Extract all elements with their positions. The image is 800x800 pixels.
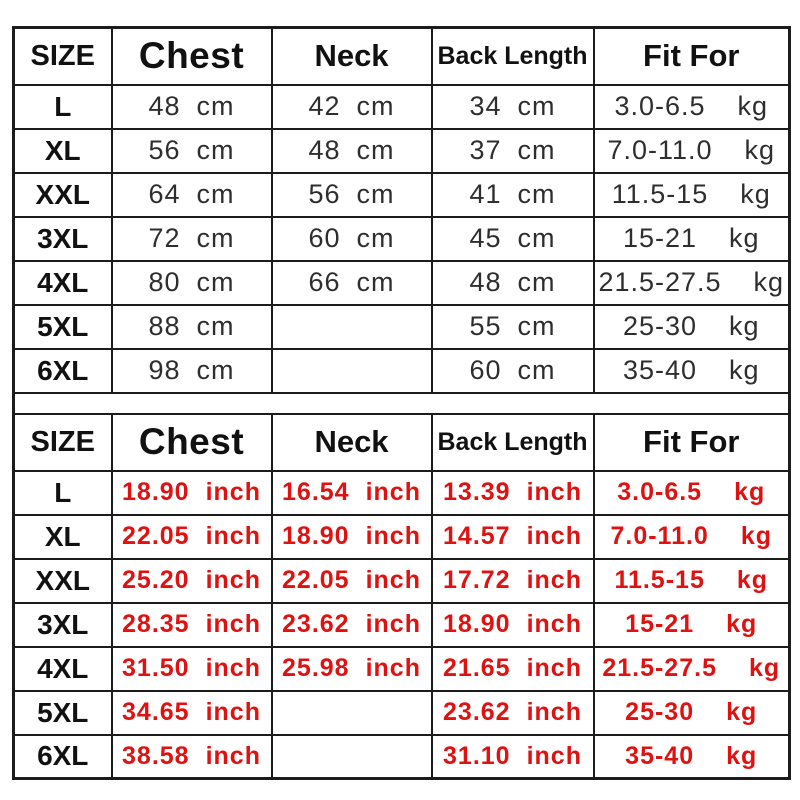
fit-for-column-header: Fit For <box>594 414 790 471</box>
table-row <box>14 129 790 173</box>
neck-cell <box>272 305 432 349</box>
neck-cell <box>272 647 432 691</box>
chest-unit: inch <box>205 566 261 594</box>
neck-value: 18.90 <box>282 522 350 550</box>
chest-cell <box>112 85 272 129</box>
neck-unit: cm <box>356 91 395 121</box>
back-length-column-header: Back Length <box>432 28 594 85</box>
fit-for-cell <box>594 129 790 173</box>
chest-unit: cm <box>196 135 235 165</box>
table-row <box>14 173 790 217</box>
inch-header-row <box>14 414 790 471</box>
fit-for-unit: kg <box>726 741 758 770</box>
neck-value: 56 <box>308 179 341 209</box>
neck-unit: inch <box>365 478 421 506</box>
chest-cell <box>112 305 272 349</box>
chest-value: 31.50 <box>122 654 190 682</box>
fit-for-cell <box>594 515 790 559</box>
size-chart <box>12 26 791 780</box>
back-length-unit: cm <box>517 91 556 121</box>
neck-value: 66 <box>308 267 341 297</box>
neck-value: 23.62 <box>282 610 350 638</box>
chest-value: 25.20 <box>122 566 190 594</box>
fit-for-cell <box>594 471 790 515</box>
back-length-cell <box>432 691 594 735</box>
neck-cell <box>272 515 432 559</box>
back-length-cell <box>432 349 594 393</box>
size-cell: 4XL <box>14 261 112 305</box>
fit-for-cell <box>594 261 790 305</box>
fit-for-value: 11.5-15 <box>611 179 709 209</box>
table-spacer-section <box>14 393 790 414</box>
back-length-value: 45 <box>469 223 502 253</box>
size-cell: 6XL <box>14 735 112 779</box>
neck-cell <box>272 349 432 393</box>
size-cell: L <box>14 85 112 129</box>
chest-value: 34.65 <box>122 698 190 726</box>
back-length-cell <box>432 647 594 691</box>
neck-unit: cm <box>356 135 395 165</box>
neck-cell <box>272 217 432 261</box>
chest-value: 38.58 <box>122 741 190 770</box>
size-cell: XL <box>14 515 112 559</box>
chest-unit: cm <box>196 223 235 253</box>
chest-value: 64 <box>148 179 181 209</box>
chest-cell <box>112 647 272 691</box>
size-cell: 3XL <box>14 603 112 647</box>
chest-unit: cm <box>196 179 235 209</box>
back-length-unit: inch <box>526 566 582 594</box>
fit-for-cell <box>594 603 790 647</box>
chest-unit: inch <box>205 654 261 682</box>
chest-cell <box>112 735 272 779</box>
spacer-cell <box>14 393 790 414</box>
chest-unit: inch <box>205 522 261 550</box>
neck-cell <box>272 471 432 515</box>
neck-unit: inch <box>365 566 421 594</box>
back-length-unit: inch <box>526 610 582 638</box>
fit-for-value: 35-40 <box>625 741 695 770</box>
back-length-cell <box>432 129 594 173</box>
back-length-cell <box>432 735 594 779</box>
size-cell: 4XL <box>14 647 112 691</box>
table-row <box>14 305 790 349</box>
back-length-value: 48 <box>469 267 502 297</box>
fit-for-value: 7.0-11.0 <box>607 135 713 165</box>
back-length-cell <box>432 305 594 349</box>
neck-value: 16.54 <box>282 478 350 506</box>
fit-for-unit: kg <box>729 355 760 385</box>
fit-for-unit: kg <box>748 654 781 682</box>
fit-for-value: 7.0-11.0 <box>610 522 709 550</box>
back-length-unit: cm <box>517 355 556 385</box>
size-cell: 6XL <box>14 349 112 393</box>
neck-value: 60 <box>308 223 341 253</box>
fit-for-cell <box>594 691 790 735</box>
fit-for-cell <box>594 349 790 393</box>
table-row <box>14 559 790 603</box>
fit-for-value: 3.0-6.5 <box>617 478 703 506</box>
neck-cell <box>272 603 432 647</box>
chest-value: 80 <box>148 267 181 297</box>
back-length-column-header: Back Length <box>432 414 594 471</box>
back-length-value: 21.65 <box>443 654 511 682</box>
neck-value: 42 <box>308 91 341 121</box>
neck-column-header: Neck <box>272 28 432 85</box>
chest-cell <box>112 349 272 393</box>
chest-value: 98 <box>148 355 181 385</box>
fit-for-cell <box>594 647 790 691</box>
chest-value: 48 <box>148 91 181 121</box>
back-length-unit: cm <box>517 267 556 297</box>
back-length-unit: inch <box>526 698 582 726</box>
neck-cell <box>272 173 432 217</box>
table-row <box>14 471 790 515</box>
back-length-cell <box>432 217 594 261</box>
chest-cell <box>112 471 272 515</box>
neck-value: 25.98 <box>282 654 350 682</box>
chest-cell <box>112 691 272 735</box>
fit-for-value: 11.5-15 <box>614 566 705 594</box>
fit-for-unit: kg <box>737 91 769 121</box>
fit-for-unit: kg <box>736 566 769 594</box>
size-chart-inch-section <box>14 414 790 779</box>
back-length-value: 60 <box>469 355 502 385</box>
back-length-value: 34 <box>469 91 502 121</box>
table-row <box>14 647 790 691</box>
chest-unit: inch <box>205 610 261 638</box>
fit-for-unit: kg <box>734 478 766 506</box>
back-length-value: 23.62 <box>443 698 511 726</box>
neck-unit: cm <box>356 267 395 297</box>
chest-cell <box>112 261 272 305</box>
neck-cell <box>272 691 432 735</box>
chest-unit: cm <box>196 267 235 297</box>
fit-for-unit: kg <box>729 223 760 253</box>
back-length-unit: cm <box>517 179 556 209</box>
chest-column-header: Chest <box>112 28 272 85</box>
table-row <box>14 691 790 735</box>
fit-for-cell <box>594 559 790 603</box>
chest-unit: inch <box>205 478 261 506</box>
back-length-unit: inch <box>526 741 582 770</box>
neck-unit: cm <box>356 179 395 209</box>
neck-cell <box>272 85 432 129</box>
chest-column-header: Chest <box>112 414 272 471</box>
back-length-cell <box>432 515 594 559</box>
size-chart-cm-section <box>14 28 790 393</box>
chest-value: 56 <box>148 135 181 165</box>
chest-value: 28.35 <box>122 610 190 638</box>
chest-cell <box>112 559 272 603</box>
fit-for-value: 25-30 <box>625 698 695 726</box>
fit-for-cell <box>594 735 790 779</box>
neck-value: 48 <box>308 135 341 165</box>
fit-for-unit: kg <box>740 522 773 550</box>
neck-cell <box>272 559 432 603</box>
fit-for-unit: kg <box>740 179 771 209</box>
chest-cell <box>112 515 272 559</box>
size-cell: XXL <box>14 559 112 603</box>
fit-for-cell <box>594 217 790 261</box>
table-row <box>14 603 790 647</box>
back-length-unit: inch <box>526 478 582 506</box>
size-chart-table <box>12 26 791 780</box>
back-length-cell <box>432 603 594 647</box>
size-cell: XL <box>14 129 112 173</box>
back-length-unit: cm <box>517 311 556 341</box>
fit-for-unit: kg <box>753 267 785 297</box>
fit-for-value: 21.5-27.5 <box>602 654 717 682</box>
back-length-cell <box>432 261 594 305</box>
chest-cell <box>112 129 272 173</box>
back-length-cell <box>432 471 594 515</box>
table-spacer-row <box>14 393 790 414</box>
size-cell: XXL <box>14 173 112 217</box>
back-length-unit: cm <box>517 223 556 253</box>
back-length-value: 31.10 <box>443 741 511 770</box>
table-row <box>14 735 790 779</box>
chest-value: 88 <box>148 311 181 341</box>
table-row <box>14 349 790 393</box>
fit-for-cell <box>594 173 790 217</box>
neck-cell <box>272 129 432 173</box>
neck-unit: cm <box>356 223 395 253</box>
chest-unit: cm <box>196 311 235 341</box>
table-row <box>14 217 790 261</box>
chest-value: 22.05 <box>122 522 190 550</box>
neck-unit: inch <box>365 522 421 550</box>
chest-unit: inch <box>205 698 261 726</box>
fit-for-value: 15-21 <box>622 223 698 253</box>
fit-for-value: 15-21 <box>625 610 695 638</box>
chest-value: 72 <box>148 223 181 253</box>
back-length-value: 14.57 <box>443 522 511 550</box>
chest-cell <box>112 217 272 261</box>
fit-for-unit: kg <box>729 311 760 341</box>
back-length-unit: inch <box>526 522 582 550</box>
fit-for-column-header: Fit For <box>594 28 790 85</box>
back-length-value: 37 <box>469 135 502 165</box>
fit-for-unit: kg <box>744 135 776 165</box>
back-length-value: 55 <box>469 311 502 341</box>
back-length-value: 18.90 <box>443 610 511 638</box>
fit-for-unit: kg <box>726 698 758 726</box>
back-length-cell <box>432 85 594 129</box>
size-column-header: SIZE <box>14 28 112 85</box>
chest-cell <box>112 603 272 647</box>
table-row <box>14 85 790 129</box>
fit-for-value: 21.5-27.5 <box>598 267 722 297</box>
fit-for-value: 35-40 <box>622 355 698 385</box>
chest-unit: cm <box>196 91 235 121</box>
neck-cell <box>272 261 432 305</box>
chest-cell <box>112 173 272 217</box>
fit-for-cell <box>594 85 790 129</box>
neck-unit: inch <box>365 610 421 638</box>
table-row <box>14 515 790 559</box>
back-length-unit: cm <box>517 135 556 165</box>
neck-cell <box>272 735 432 779</box>
chest-unit: inch <box>205 741 261 770</box>
neck-unit: inch <box>365 654 421 682</box>
back-length-value: 17.72 <box>443 566 511 594</box>
neck-column-header: Neck <box>272 414 432 471</box>
table-row <box>14 261 790 305</box>
chest-unit: cm <box>196 355 235 385</box>
back-length-cell <box>432 173 594 217</box>
size-cell: L <box>14 471 112 515</box>
fit-for-cell <box>594 305 790 349</box>
fit-for-value: 3.0-6.5 <box>614 91 706 121</box>
size-column-header: SIZE <box>14 414 112 471</box>
chest-value: 18.90 <box>122 478 190 506</box>
neck-value: 22.05 <box>282 566 350 594</box>
fit-for-unit: kg <box>726 610 758 638</box>
size-cell: 3XL <box>14 217 112 261</box>
size-cell: 5XL <box>14 305 112 349</box>
size-cell: 5XL <box>14 691 112 735</box>
back-length-unit: inch <box>526 654 582 682</box>
fit-for-value: 25-30 <box>622 311 698 341</box>
back-length-cell <box>432 559 594 603</box>
back-length-value: 13.39 <box>443 478 511 506</box>
cm-header-row <box>14 28 790 85</box>
back-length-value: 41 <box>469 179 502 209</box>
